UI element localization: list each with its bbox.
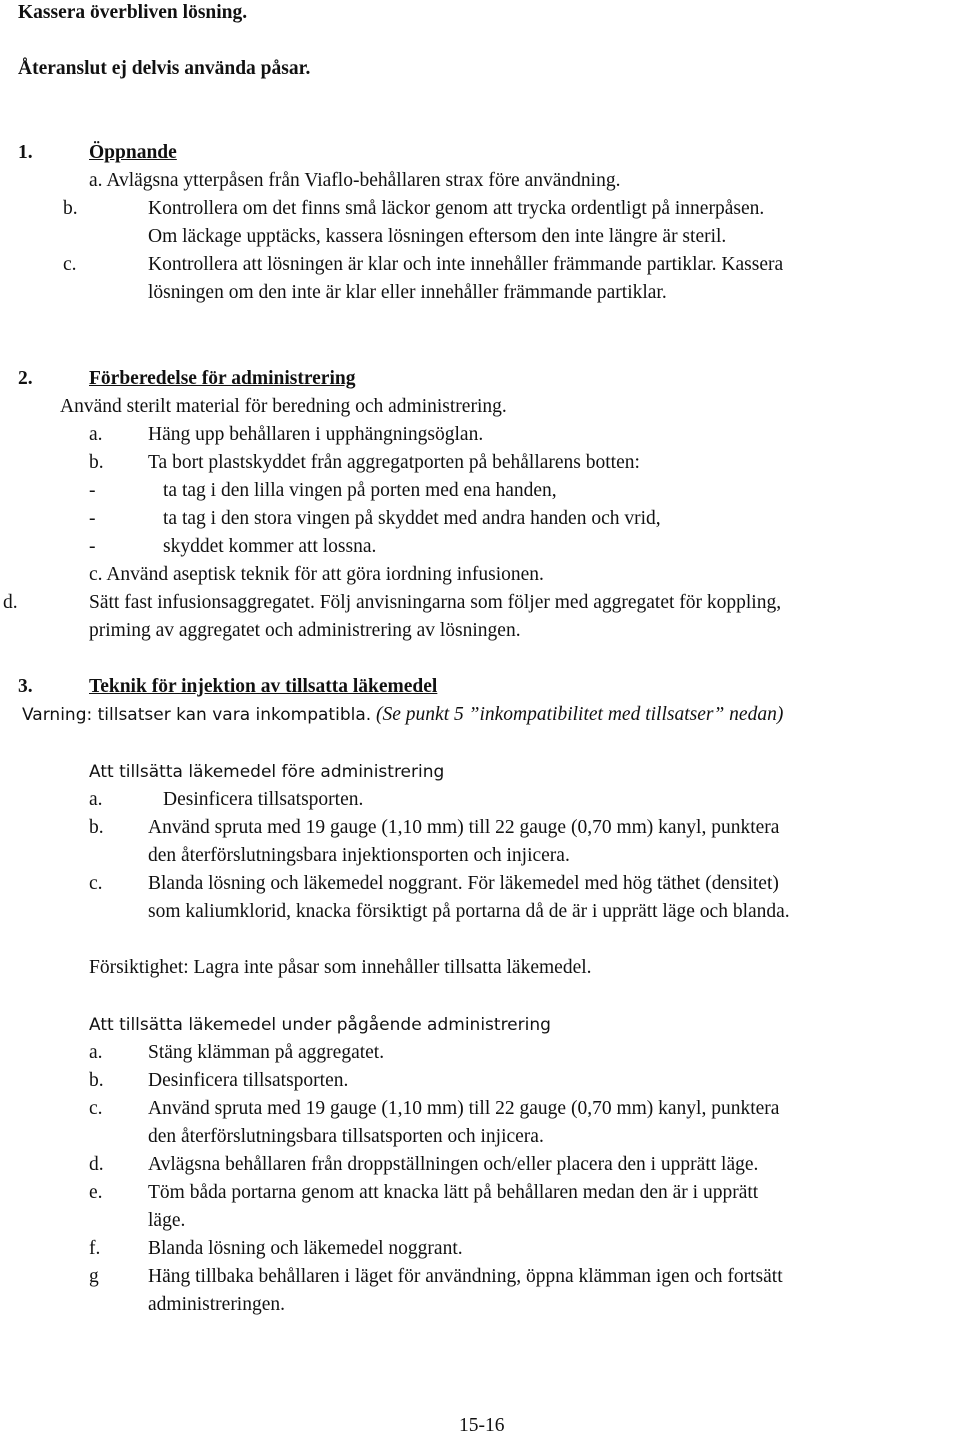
section2-item-a: Häng upp behållaren i upphängningsöglan. bbox=[148, 424, 484, 445]
section1-item-a: a. Avlägsna ytterpåsen från Viaflo-behållaren strax före användning. bbox=[89, 170, 621, 191]
section2-item-b-marker: b. bbox=[89, 452, 104, 473]
section3-number: 3. bbox=[18, 676, 33, 697]
before-item-c-line2: som kaliumklorid, knacka försiktigt på portarna då de är i upprätt läge och blanda. bbox=[148, 901, 790, 922]
section1-number: 1. bbox=[18, 142, 33, 163]
during-item-b-marker: b. bbox=[89, 1070, 104, 1091]
during-item-d-marker: d. bbox=[89, 1154, 104, 1175]
section3-warning-line bbox=[22, 701, 783, 729]
section2-title: Förberedelse för administrering bbox=[89, 368, 356, 389]
during-item-a: Stäng klämman på aggregatet. bbox=[148, 1042, 385, 1063]
during-item-e-line2: läge. bbox=[148, 1210, 186, 1231]
before-item-c-line1: Blanda lösning och läkemedel noggrant. För läkemedel med hög täthet (densitet) bbox=[148, 873, 779, 894]
section2-item-b: Ta bort plastskyddet från aggregatporten på behållarens botten: bbox=[148, 452, 640, 473]
during-item-b: Desinficera tillsatsporten. bbox=[148, 1070, 349, 1091]
section1-item-c-marker: c. bbox=[63, 254, 77, 275]
during-item-f-marker: f. bbox=[89, 1238, 101, 1259]
during-item-d: Avlägsna behållaren från droppställningen och/eller placera den i upprätt läge. bbox=[148, 1154, 759, 1175]
header-line-discard: Kassera överbliven lösning. bbox=[18, 2, 248, 23]
section1-item-b-line2: Om läckage upptäcks, kassera lösningen eftersom den inte längre är steril. bbox=[148, 226, 727, 247]
before-item-b-marker: b. bbox=[89, 817, 104, 838]
during-item-a-marker: a. bbox=[89, 1042, 103, 1063]
during-item-g-marker: g bbox=[89, 1266, 99, 1287]
during-item-c-line2: den återförslutningsbara tillsatsporten och injicera. bbox=[148, 1126, 544, 1147]
section2-item-d-line2: priming av aggregatet och administrering av lösningen. bbox=[89, 620, 521, 641]
before-admin-title: Att tillsätta läkemedel före administrering bbox=[89, 762, 445, 782]
section2-item-d-line1: Sätt fast infusionsaggregatet. Följ anvisningarna som följer med aggregatet för koppling, bbox=[89, 592, 782, 613]
page-number: 15-16 bbox=[459, 1415, 505, 1436]
section1-item-c-line1: Kontrollera att lösningen är klar och inte innehåller främmande partiklar. Kassera bbox=[148, 254, 784, 275]
before-item-a: Desinficera tillsatsporten. bbox=[163, 789, 364, 810]
section2-dash-item-2: ta tag i den stora vingen på skyddet med andra handen och vrid, bbox=[163, 508, 661, 529]
dash-bullet: - bbox=[89, 508, 96, 529]
section1-item-c-line2: lösningen om den inte är klar eller innehåller främmande partiklar. bbox=[148, 282, 667, 303]
during-item-c-line1: Använd spruta med 19 gauge (1,10 mm) till 22 gauge (0,70 mm) kanyl, punktera bbox=[148, 1098, 780, 1119]
before-item-a-marker: a. bbox=[89, 789, 103, 810]
before-item-b-line1-text: Använd spruta med 19 gauge (1,10 mm) till 22 gauge (0,70 mm) kanyl, punktera bbox=[148, 817, 780, 838]
section2-item-a-marker: a. bbox=[89, 424, 103, 445]
section3-title: Teknik för injektion av tillsatta läkemedel bbox=[89, 676, 438, 697]
section1-item-b-marker: b. bbox=[63, 198, 78, 219]
during-item-c-marker: c. bbox=[89, 1098, 103, 1119]
during-item-e-line1: Töm båda portarna genom att knacka lätt på behållaren medan den är i upprätt bbox=[148, 1182, 759, 1203]
storage-caution: Försiktighet: Lagra inte påsar som innehåller tillsatta läkemedel. bbox=[89, 957, 592, 978]
section1-title: Öppnande bbox=[89, 142, 177, 163]
dash-bullet: - bbox=[89, 536, 96, 557]
dash-bullet: - bbox=[89, 480, 96, 501]
during-item-g-line1: Häng tillbaka behållaren i läget för användning, öppna klämman igen och fortsätt bbox=[148, 1266, 783, 1287]
section3-warning: Varning: tillsatser kan vara inkompatibla. bbox=[22, 705, 372, 725]
section2-item-d-marker: d. bbox=[3, 592, 18, 613]
section2-dash-item-1: ta tag i den lilla vingen på porten med ena handen, bbox=[163, 480, 557, 501]
section2-dash-item-3: skyddet kommer att lossna. bbox=[163, 536, 377, 557]
during-item-f: Blanda lösning och läkemedel noggrant. bbox=[148, 1238, 463, 1259]
section2-intro: Använd sterilt material för beredning och administrering. bbox=[60, 396, 507, 417]
section2-number: 2. bbox=[18, 368, 33, 389]
during-item-g-line2: administreringen. bbox=[148, 1294, 286, 1315]
before-item-b-line2: den återförslutningsbara injektionsporten och injicera. bbox=[148, 845, 570, 866]
header-line-reconnect: Återanslut ej delvis använda påsar. bbox=[18, 58, 311, 79]
section1-item-b-line1: Kontrollera om det finns små läckor genom att trycka ordentligt på innerpåsen. bbox=[148, 198, 765, 219]
before-item-b-line1 bbox=[148, 814, 958, 842]
before-item-c-marker: c. bbox=[89, 873, 103, 894]
section2-item-c: c. Använd aseptisk teknik för att göra iordning infusionen. bbox=[89, 564, 544, 585]
section3-warning-reference: (Se punkt 5 ”inkompatibilitet med tillsatser” nedan) bbox=[376, 704, 784, 725]
during-item-e-marker: e. bbox=[89, 1182, 103, 1203]
during-admin-title: Att tillsätta läkemedel under pågående administrering bbox=[89, 1015, 551, 1035]
